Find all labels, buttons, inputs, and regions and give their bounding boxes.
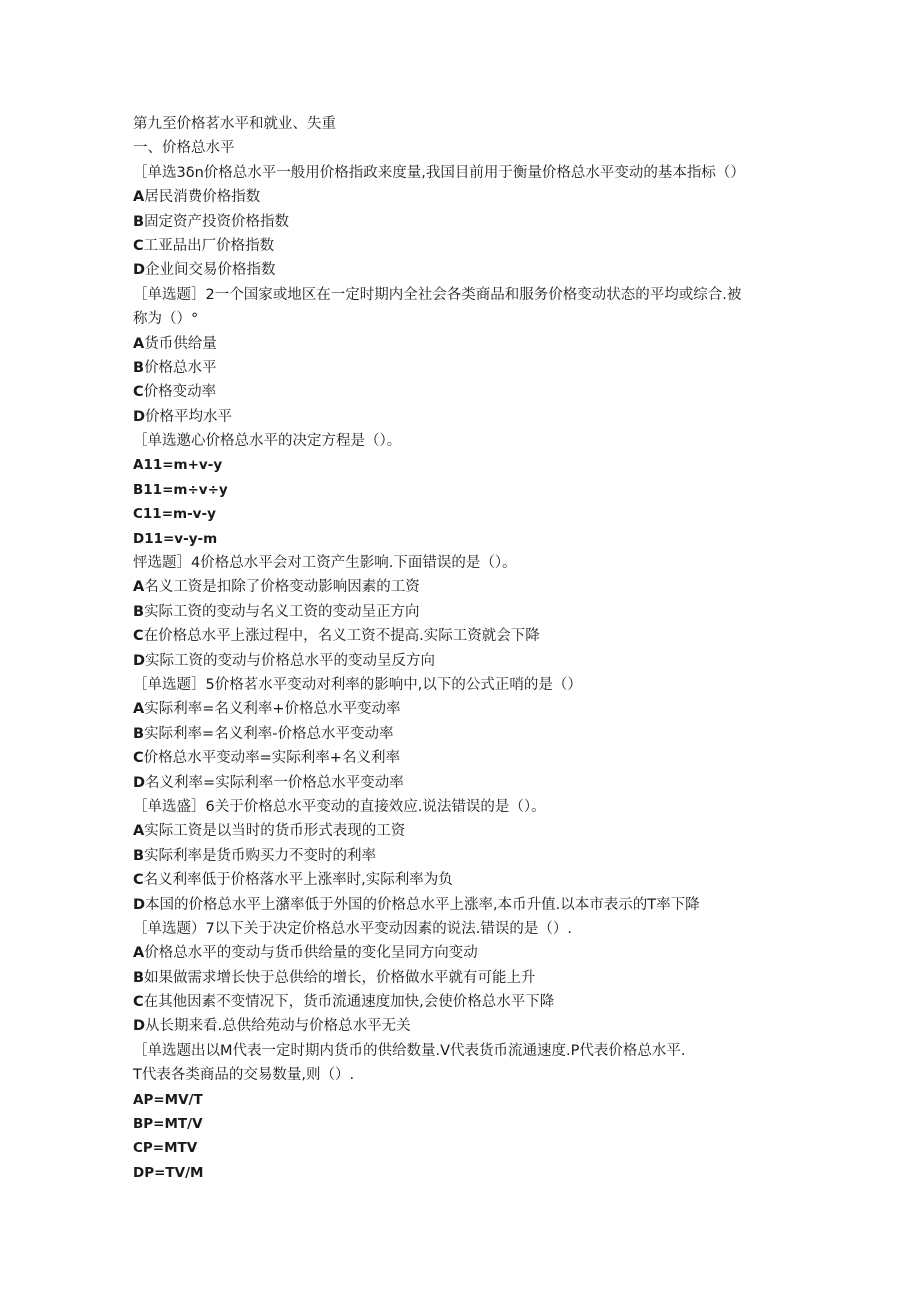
- question-text: ［单选邀心价格总水平的决定方程是（）。: [133, 433, 402, 450]
- question-text: ［单选题］2一个国家或地区在一定时期内全社会各类商品和服务价格变动状态的平均或综合.被: [133, 286, 742, 303]
- answer-option: A价格总水平的变动与货币供给量的变化呈同方向变动: [133, 945, 478, 962]
- question-text: ［单选题）7以下关于决定价格总水平变动因素的说法.错误的是（）.: [133, 920, 572, 937]
- answer-option: B固定资产投资价格指数: [133, 213, 290, 230]
- answer-option: D名义利率=实际利率一价格总水平变动率: [133, 774, 404, 791]
- question-text: ［单选3δn价格总水平一般用价格指政来度量,我国目前用于衡量价格总水平变动的基本指标（）: [133, 164, 745, 181]
- question-text: ［单选题］5价格茗水平变动对利率的影响中,以下的公式正哨的是（）: [133, 676, 582, 693]
- answer-option: C价格变动率: [133, 384, 217, 401]
- document-content: [133, 112, 833, 1185]
- answer-option: D价格平均水平: [133, 408, 233, 425]
- answer-option: B实际工资的变动与名义工资的变动呈正方向: [133, 603, 420, 620]
- answer-option: C工亚品出厂价格指数: [133, 237, 275, 254]
- formula-option: C11=m-v-y: [133, 506, 216, 523]
- answer-option: A名义工资是扣除了价格变动影响因素的工资: [133, 579, 420, 596]
- question-text: ［单选题出以M代表一定时期内货币的供给数量.V代表货币流通速度.P代表价格总水平.: [133, 1042, 686, 1059]
- answer-option: A居民消费价格指数: [133, 189, 261, 206]
- answer-option: C在价格总水平上涨过程中，名义工资不提高.实际工资就会下降: [133, 628, 540, 645]
- answer-option: D实际工资的变动与价格总水平的变动呈反方向: [133, 652, 436, 669]
- answer-option: B实际利率是货币购买力不变时的利率: [133, 847, 377, 864]
- answer-option: A实际利率=名义利率+价格总水平变动率: [133, 701, 401, 718]
- formula-option: D11=v-y-m: [133, 530, 218, 547]
- formula-option: CP=MTV: [133, 1140, 198, 1157]
- answer-option: A货币供给量: [133, 335, 217, 352]
- formula-option: BP=MT/V: [133, 1116, 203, 1133]
- formula-option: A11=m+v-y: [133, 457, 223, 474]
- answer-option: B如果做需求增长快于总供给的增长，价格做水平就有可能上升: [133, 969, 536, 986]
- question-list: [133, 161, 833, 1185]
- formula-option: AP=MV/T: [133, 1091, 203, 1108]
- question-text: ［单选盛］6关于价格总水平变动的直接效应.说法错误的是（）。: [133, 798, 546, 815]
- answer-option: A实际工资是以当时的货币形式表现的工资: [133, 823, 406, 840]
- answer-option: C名义利率低于价格落水平上涨率时,实际利率为负: [133, 872, 453, 889]
- answer-option: B价格总水平: [133, 359, 217, 376]
- formula-option: DP=TV/M: [133, 1164, 204, 1181]
- question-text: 称为（）°: [133, 311, 199, 328]
- formula-option: B11=m÷v÷y: [133, 481, 228, 498]
- chapter-title: 第九至价格茗水平和就业、失重: [133, 116, 336, 132]
- answer-option: D企业间交易价格指数: [133, 262, 276, 279]
- question-text: 怦选题］4价格总水平会对工资产生影响.下面错误的是（）。: [133, 555, 517, 572]
- section-heading: 一、价格总水平: [133, 140, 235, 157]
- answer-option: B实际利率=名义利率-价格总水平变动率: [133, 725, 394, 742]
- question-text: T代表各类商品的交易数量,则（）.: [133, 1067, 355, 1084]
- answer-option: C价格总水平变动率=实际利率+名义利率: [133, 750, 400, 767]
- answer-option: D从长期来看.总供给苑动与价格总水平无关: [133, 1018, 411, 1035]
- answer-option: C在其他因素不变情况下，货币流通速度加快,会使价格总水平下降: [133, 994, 555, 1011]
- answer-option: D本国的价格总水平上潴率低于外国的价格总水平上涨率,本币升值.以本市表示的T率下降: [133, 896, 700, 913]
